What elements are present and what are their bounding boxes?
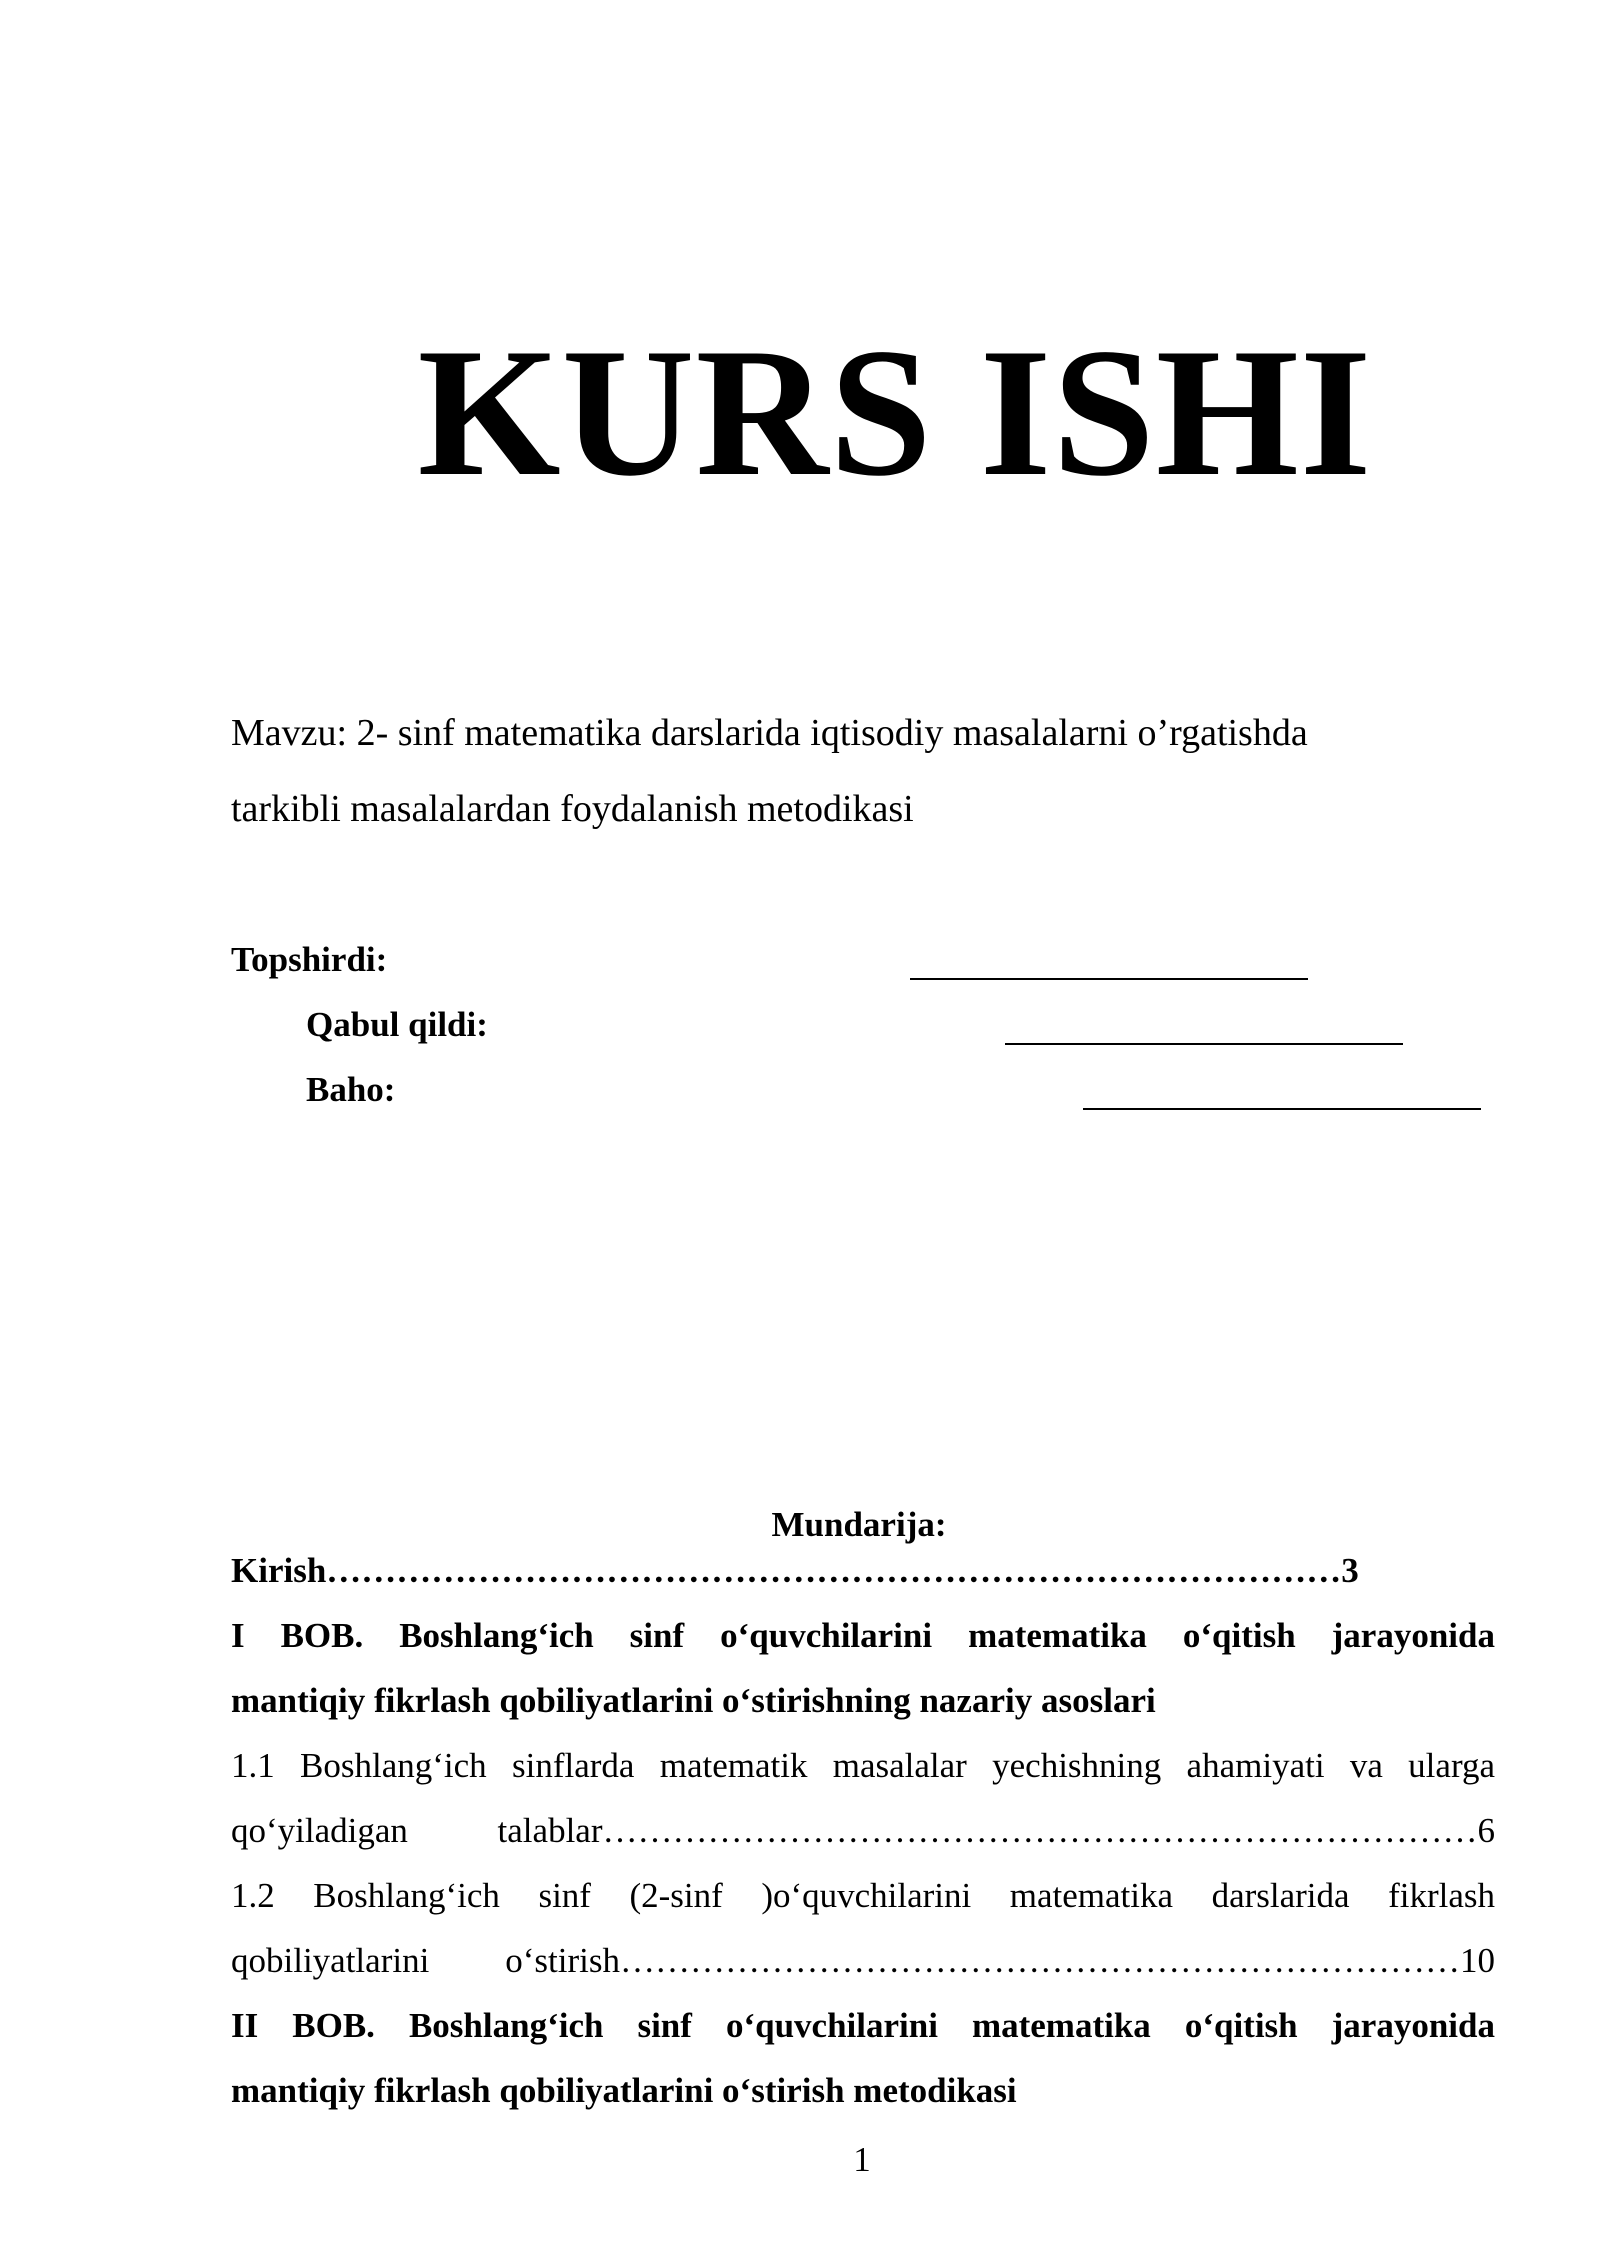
grade-label: Baho: xyxy=(306,1070,396,1109)
toc-line-section-1-2-cont: qobiliyatlarini o‘stirish………………………………………………………………10 xyxy=(231,1941,1495,1980)
toc-line-section-1-1: 1.1 Boshlang‘ich sinflarda matematik masalalar yechishning ahamiyati va ularga xyxy=(231,1746,1495,1785)
toc-line-section-1-1-cont: qo‘yiladigan talablar…………………………………………………………………6 xyxy=(231,1811,1495,1850)
accepted-signature-line xyxy=(1005,1043,1403,1045)
toc-line-chapter-1: I BOB. Boshlang‘ich sinf o‘quvchilarini matematika o‘qitish jarayonida xyxy=(231,1616,1495,1655)
toc-line-chapter-1-cont: mantiqiy fikrlash qobiliyatlarini o‘stirishning nazariy asoslari xyxy=(231,1681,1156,1720)
grade-signature-line xyxy=(1083,1108,1481,1110)
toc-line-chapter-2: II BOB. Boshlang‘ich sinf o‘quvchilarini matematika o‘qitish jarayonida xyxy=(231,2006,1495,2045)
toc-line-introduction: Kirish……………………………………………………………………………3 xyxy=(231,1551,1359,1590)
topic-line-1: Mavzu: 2- sinf matematika darslarida iqtisodiy masalalarni o’rgatishda xyxy=(231,712,1308,754)
submitted-signature-line xyxy=(910,978,1308,980)
page-number: 1 xyxy=(853,2140,871,2179)
contents-heading: Mundarija: xyxy=(771,1505,947,1544)
document-title: KURS ISHI xyxy=(417,310,1373,514)
topic-line-2: tarkibli masalalardan foydalanish metodikasi xyxy=(231,788,914,830)
accepted-label: Qabul qildi: xyxy=(306,1005,488,1044)
toc-line-section-1-2: 1.2 Boshlang‘ich sinf (2-sinf )o‘quvchilarini matematika darslarida fikrlash xyxy=(231,1876,1495,1915)
toc-line-chapter-2-cont: mantiqiy fikrlash qobiliyatlarini o‘stirish metodikasi xyxy=(231,2071,1017,2110)
submitted-label: Topshirdi: xyxy=(231,940,388,979)
